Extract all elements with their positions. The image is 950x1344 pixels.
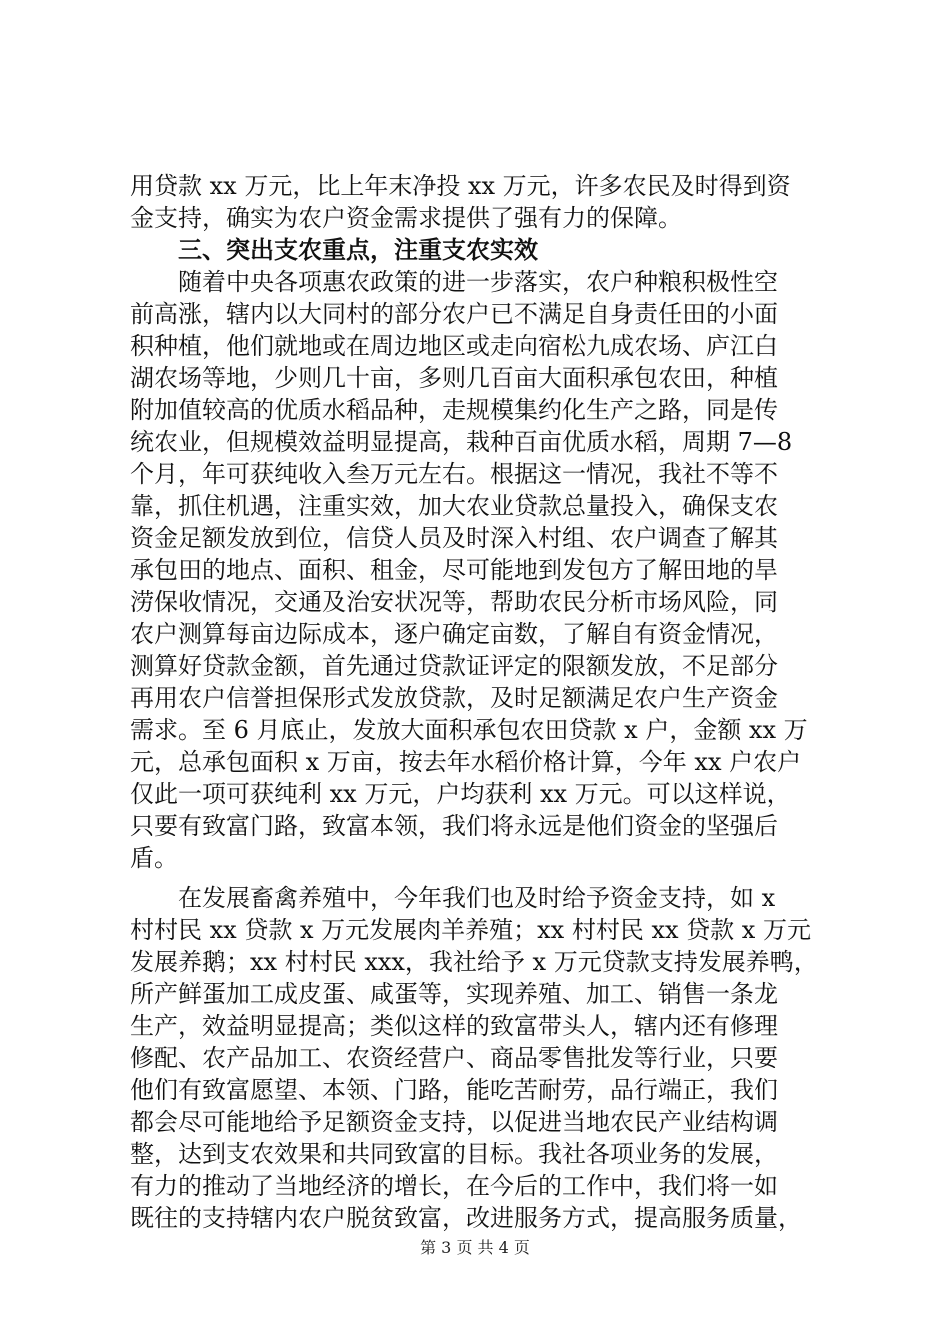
text-line: 盾。 <box>130 844 178 872</box>
text-line: 他们有致富愿望、本领、门路，能吃苦耐劳，品行端正，我们 <box>130 1076 778 1104</box>
text-line: 再用农户信誉担保形式发放贷款，及时足额满足农户生产资金 <box>130 684 778 712</box>
text-line: 有力的推动了当地经济的增长，在今后的工作中，我们将一如 <box>130 1172 778 1200</box>
text-line: 仅此一项可获纯利 xx 万元，户均获利 xx 万元。可以这样说， <box>130 780 791 808</box>
text-line: 既往的支持辖内农户脱贫致富，改进服务方式，提高服务质量， <box>130 1204 802 1232</box>
text-line: 修配、农产品加工、农资经营户、商品零售批发等行业，只要 <box>130 1044 778 1072</box>
paragraph-gap <box>130 874 840 882</box>
text-line: 村村民 xx 贷款 x 万元发展肉羊养殖；xx 村村民 xx 贷款 x 万元 <box>130 916 811 944</box>
text-line: 需求。至 6 月底止，发放大面积承包农田贷款 x 户，金额 xx 万 <box>130 716 808 744</box>
text-line: 随着中央各项惠农政策的进一步落实，农户种粮积极性空 <box>130 268 778 296</box>
page-footer: 第 3 页 共 4 页 <box>420 1238 530 1257</box>
text-line: 统农业，但规模效益明显提高，栽种百亩优质水稻，周期 7—8 <box>130 428 793 456</box>
text-line: 金支持，确实为农户资金需求提供了强有力的保障。 <box>130 204 682 232</box>
text-line: 用贷款 xx 万元，比上年末净投 xx 万元，许多农民及时得到资 <box>130 172 791 200</box>
document-body <box>130 170 840 1234</box>
text-line: 农户测算每亩边际成本，逐户确定亩数，了解自有资金情况， <box>130 620 778 648</box>
text-line: 积种植，他们就地或在周边地区或走向宿松九成农场、庐江白 <box>130 332 778 360</box>
text-line: 都会尽可能地给予足额资金支持，以促进当地农民产业结构调 <box>130 1108 778 1136</box>
section-heading: 三、突出支农重点，注重支农实效 <box>130 235 538 264</box>
text-line: 元，总承包面积 x 万亩，按去年水稻价格计算，今年 xx 户农户 <box>130 748 802 776</box>
paragraph-1 <box>130 266 840 874</box>
text-line: 涝保收情况，交通及治安状况等，帮助农民分析市场风险，同 <box>130 588 778 616</box>
text-line: 所产鲜蛋加工成皮蛋、咸蛋等，实现养殖、加工、销售一条龙 <box>130 980 778 1008</box>
text-line: 承包田的地点、面积、租金，尽可能地到发包方了解田地的旱 <box>130 556 778 584</box>
text-line: 前高涨，辖内以大同村的部分农户已不满足自身责任田的小面 <box>130 300 778 328</box>
text-line: 靠，抓住机遇，注重实效，加大农业贷款总量投入，确保支农 <box>130 492 778 520</box>
text-line: 生产，效益明显提高；类似这样的致富带头人，辖内还有修理 <box>130 1012 778 1040</box>
text-line: 整，达到支农效果和共同致富的目标。我社各项业务的发展， <box>130 1140 778 1168</box>
text-line: 附加值较高的优质水稻品种，走规模集约化生产之路，同是传 <box>130 396 778 424</box>
text-line: 测算好贷款金额，首先通过贷款证评定的限额发放，不足部分 <box>130 652 778 680</box>
paragraph-2 <box>130 882 840 1234</box>
text-line: 发展养鹅；xx 村村民 xxx，我社给予 x 万元贷款支持发展养鸭， <box>130 948 818 976</box>
text-line: 湖农场等地，少则几十亩，多则几百亩大面积承包农田，种植 <box>130 364 778 392</box>
text-line: 只要有致富门路，致富本领，我们将永远是他们资金的坚强后 <box>130 812 778 840</box>
text-line: 资金足额发放到位，信贷人员及时深入村组、农户调查了解其 <box>130 524 778 552</box>
text-line: 个月，年可获纯收入叁万元左右。根据这一情况，我社不等不 <box>130 460 778 488</box>
text-line: 在发展畜禽养殖中，今年我们也及时给予资金支持，如 x <box>130 884 776 912</box>
